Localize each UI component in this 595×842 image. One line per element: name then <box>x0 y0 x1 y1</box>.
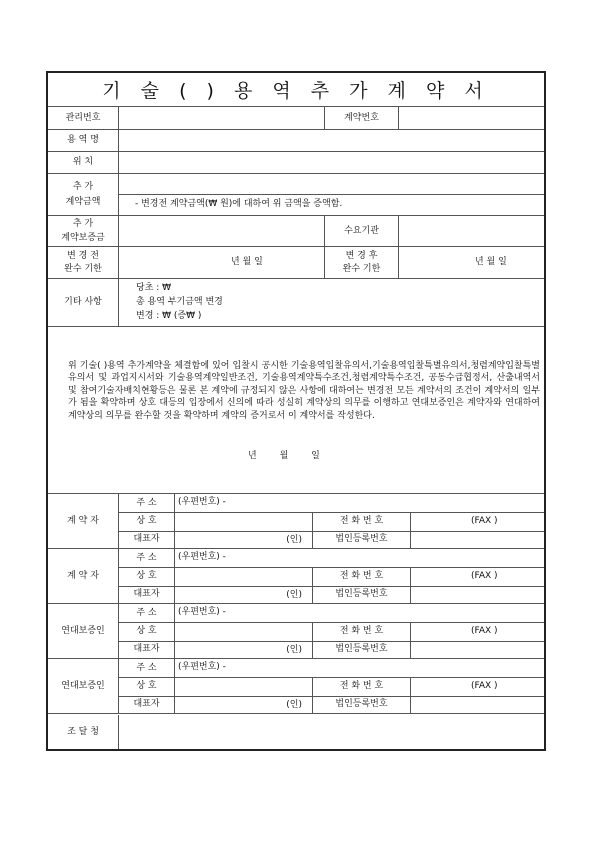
party-zipcode: (우편번호) - <box>178 607 226 617</box>
party-address-label: 주 소 <box>118 494 174 512</box>
party-address-row <box>118 659 544 678</box>
demand-agency-label: 수요기관 <box>324 216 398 246</box>
party-corp-no-label: 법인등록번호 <box>312 586 410 603</box>
contract-no-label: 계약번호 <box>324 107 398 129</box>
title-row <box>48 73 544 107</box>
party-rep-field[interactable] <box>174 531 312 548</box>
party-company-row <box>118 512 544 532</box>
location-field[interactable] <box>118 152 544 173</box>
after-deadline-date: 년 월 일 <box>475 257 507 267</box>
party-phone-label: 전 화 번 호 <box>312 567 410 586</box>
party-seal: (인) <box>286 700 302 710</box>
party-zipcode: (우편번호) - <box>178 662 226 672</box>
party-rep-row <box>118 641 544 658</box>
party-zipcode: (우편번호) - <box>178 497 226 507</box>
row-deadline <box>48 247 544 279</box>
party-address-field[interactable] <box>174 494 544 512</box>
party-address-row <box>118 549 544 568</box>
demand-agency-field[interactable] <box>398 216 544 246</box>
party-company-label: 상 호 <box>118 622 174 641</box>
party-fax: (FAX ) <box>471 516 498 526</box>
add-amount-note: - 변경전 계약금액(₩ 원)에 대하여 위 금액을 증액함. <box>135 199 343 209</box>
add-deposit-label-line1: 추 가 <box>72 219 94 229</box>
party-corp-no-field[interactable] <box>410 641 544 658</box>
location-label: 위 치 <box>72 157 94 167</box>
party-corp-no-label: 법인등록번호 <box>312 531 410 548</box>
party-seal: (인) <box>286 590 302 600</box>
row-add-amount <box>48 174 544 216</box>
other-label: 기타 사항 <box>64 297 102 307</box>
procurement-label: 조 달 청 <box>67 726 99 737</box>
add-deposit-label <box>48 216 118 246</box>
add-amount-label-line1: 추 가 <box>72 182 94 192</box>
contract-no-field[interactable] <box>398 107 544 129</box>
after-label-line1: 변 경 후 <box>345 251 378 261</box>
other-original-amount: 당초 : ₩ <box>136 283 172 293</box>
party-company-row <box>118 567 544 587</box>
party-zipcode: (우편번호) - <box>178 552 226 562</box>
before-deadline-date: 년 월 일 <box>231 257 263 267</box>
before-deadline-label <box>48 247 118 278</box>
party-address-label: 주 소 <box>118 659 174 677</box>
party-rep-field[interactable] <box>174 586 312 603</box>
party-fax: (FAX ) <box>471 626 498 636</box>
procurement-field[interactable] <box>118 715 544 749</box>
party-rep-field[interactable] <box>174 696 312 713</box>
after-deadline-label <box>324 247 398 278</box>
party-rep-label: 대표자 <box>118 586 174 603</box>
party-phone-field[interactable] <box>410 677 544 696</box>
party-company-label: 상 호 <box>118 512 174 531</box>
party-corp-no-field[interactable] <box>410 586 544 603</box>
agreement-body: 위 기술( )용역 추가계약을 체결함에 있어 입찰시 공시한 기술용역입찰유의서,기술용역입찰특별유의서,청렴계약입찰특별유의서 및 과업지시서와 기술용역계약일반조건, 기술용역계약특수조건,청렴계약특수조건, 공동수급협정서, 산출내역서 및 참여기술자배치현황등은 물론 본 계약에 규정되지 않은 사항에 대하여는 변경전 모든 계약서의 조건이 계약서의 일부가 됨을 확약하며 상호 대등의 입장에서 신의에 따라 성실히 계약상의 의무를 이행하고 연대보증인은 계약자와 연대하여 계약상의 의무를 완수할 것을 확약하며 계약의 증거로서 이 계약서를 작성한다. <box>68 361 540 421</box>
party-role-label: 연대보증인 <box>61 680 105 691</box>
after-label-line2: 완수 기한 <box>342 264 381 274</box>
party-block <box>48 494 544 549</box>
party-address-label: 주 소 <box>118 604 174 622</box>
party-rep-field[interactable] <box>174 641 312 658</box>
party-company-label: 상 호 <box>118 677 174 696</box>
party-role-label: 연대보증인 <box>61 625 105 636</box>
party-phone-label: 전 화 번 호 <box>312 512 410 531</box>
party-block <box>48 659 544 714</box>
party-seal: (인) <box>286 535 302 545</box>
row-procurement <box>48 715 544 749</box>
party-company-label: 상 호 <box>118 567 174 586</box>
party-phone-field[interactable] <box>410 622 544 641</box>
after-deadline-field[interactable] <box>398 247 544 278</box>
party-rep-row <box>118 586 544 603</box>
party-rep-label: 대표자 <box>118 641 174 658</box>
party-address-field[interactable] <box>174 659 544 677</box>
party-block <box>48 549 544 604</box>
row-agreement-text <box>48 327 544 494</box>
party-company-field[interactable] <box>174 622 312 641</box>
party-company-field[interactable] <box>174 512 312 531</box>
service-name-field[interactable] <box>118 130 544 151</box>
row-service-name <box>48 130 544 152</box>
party-phone-field[interactable] <box>410 512 544 531</box>
row-other <box>48 279 544 327</box>
before-deadline-field[interactable] <box>118 247 324 278</box>
before-label-line1: 변 경 전 <box>67 251 99 261</box>
party-fax: (FAX ) <box>471 681 498 691</box>
party-corp-no-field[interactable] <box>410 531 544 548</box>
party-company-row <box>118 622 544 642</box>
other-field[interactable] <box>118 279 544 326</box>
mgmt-no-label: 관리번호 <box>65 112 101 123</box>
party-rep-label: 대표자 <box>118 531 174 548</box>
add-deposit-label-line2: 계약보증금 <box>61 233 105 243</box>
party-address-field[interactable] <box>174 604 544 622</box>
contract-form <box>46 71 546 751</box>
party-address-field[interactable] <box>174 549 544 567</box>
document-title: 기 술 ( ) 용 역 추 가 계 약 서 <box>102 80 490 102</box>
party-role-label: 계 약 자 <box>67 515 99 526</box>
service-name-label: 용 역 명 <box>67 135 99 145</box>
before-label-line2: 완수 기한 <box>64 264 102 274</box>
party-phone-field[interactable] <box>410 567 544 586</box>
party-rep-row <box>118 531 544 548</box>
other-changed-amount: 변경 : ₩ (증₩ ) <box>136 311 202 321</box>
party-address-label: 주 소 <box>118 549 174 567</box>
party-role-label: 계 약 자 <box>67 570 99 581</box>
party-phone-label: 전 화 번 호 <box>312 622 410 641</box>
add-amount-field[interactable] <box>118 174 544 215</box>
add-deposit-field[interactable] <box>118 216 324 246</box>
party-corp-no-field[interactable] <box>410 696 544 713</box>
row-add-deposit <box>48 216 544 247</box>
row-mgmt-no <box>48 107 544 130</box>
row-location <box>48 152 544 174</box>
party-block <box>48 604 544 659</box>
party-corp-no-label: 법인등록번호 <box>312 641 410 658</box>
party-rep-label: 대표자 <box>118 696 174 713</box>
add-amount-label <box>48 174 118 215</box>
mgmt-no-field[interactable] <box>118 107 324 129</box>
party-phone-label: 전 화 번 호 <box>312 677 410 696</box>
add-amount-label-line2: 계약금액 <box>65 197 101 207</box>
party-address-row <box>118 604 544 623</box>
party-company-field[interactable] <box>174 567 312 586</box>
party-rep-row <box>118 696 544 713</box>
agreement-paragraph <box>68 360 540 422</box>
party-corp-no-label: 법인등록번호 <box>312 696 410 713</box>
party-seal: (인) <box>286 645 302 655</box>
party-company-field[interactable] <box>174 677 312 696</box>
party-address-row <box>118 494 544 513</box>
party-company-row <box>118 677 544 697</box>
party-fax: (FAX ) <box>471 571 498 581</box>
other-change-title: 총 용역 부기금액 변경 <box>136 297 223 307</box>
agreement-date: 년 월 일 <box>248 451 320 461</box>
